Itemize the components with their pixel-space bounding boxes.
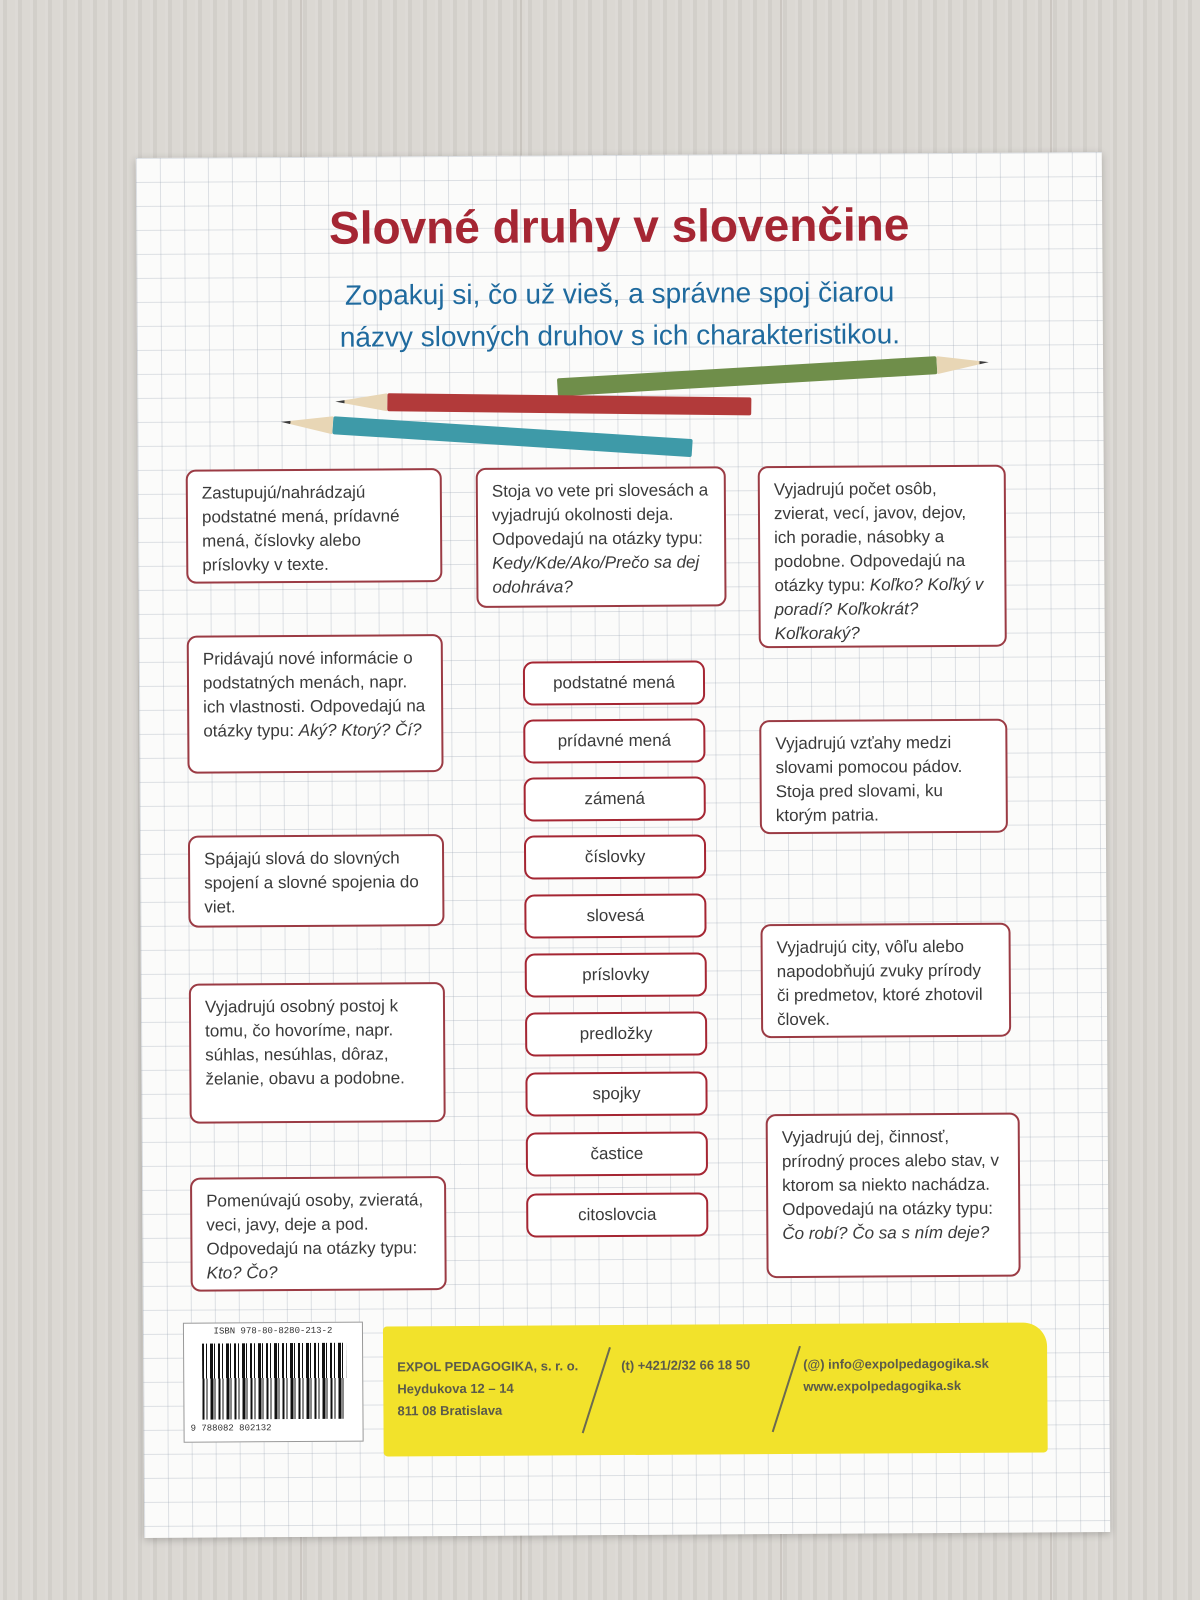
term-box[interactable]: prídavné mená [523, 718, 705, 763]
term-box[interactable]: zámená [524, 776, 706, 821]
description-card: Stoja vo vete pri slovesách a vyjadrujú okolnosti deja. Odpovedajú na otázky typu: Kedy/Kde/Ako/Prečo sa dej odohráva? [476, 466, 727, 608]
barcode-bars-icon [202, 1343, 346, 1420]
term-box[interactable]: predložky [525, 1011, 707, 1056]
description-card: Vyjadrujú dej, činnosť, prírodný proces alebo stav, v ktorom sa niekto nachádza. Odpovedajú na otázky typu: Čo robí? Čo sa s ním deje? [766, 1113, 1021, 1279]
term-box[interactable]: citoslovcia [526, 1192, 708, 1237]
description-card: Pridávajú nové informácie o podstatných menách, napr. ich vlastnosti. Odpovedajú na otázky typu: Aký? Ktorý? Čí? [187, 634, 444, 774]
description-card: Vyjadrujú osobný postoj k tomu, čo hovoríme, napr. súhlas, nesúhlas, dôraz, želanie, obavu a podobne. [189, 982, 446, 1124]
teal-pencil-icon [332, 416, 692, 457]
red-pencil-icon [387, 393, 751, 415]
page-title: Slovné druhy v slovenčine [328, 198, 910, 254]
divider [772, 1346, 801, 1432]
description-card: Vyjadrujú city, vôľu alebo napodobňujú zvuky prírody či predmetov, ktoré zhotovil človek. [760, 923, 1011, 1039]
publisher-name: EXPOL PEDAGOGIKA, s. r. o. [397, 1358, 579, 1375]
publisher-email[interactable]: (@) info@expolpedagogika.sk [803, 1355, 989, 1372]
term-box[interactable]: podstatné mená [523, 660, 705, 705]
barcode [183, 1322, 364, 1443]
instructions [137, 270, 1103, 360]
publisher-info [383, 1322, 1048, 1456]
isbn-text: ISBN 978-80-8280-213-2 [213, 1325, 333, 1337]
publisher-web[interactable]: www.expolpedagogika.sk [803, 1377, 962, 1394]
green-pencil-icon [557, 356, 937, 396]
instructions-line-1: Zopakuj si, čo už vieš, a správne spoj čiarou [344, 276, 895, 311]
instructions-line-2: názvy slovných druhov s ich charakteristikou. [339, 318, 901, 353]
term-box[interactable]: spojky [525, 1071, 707, 1116]
description-card: Zastupujú/nahrádzajú podstatné mená, prídavné mená, číslovky alebo príslovky v texte. [186, 468, 443, 584]
term-box[interactable]: príslovky [525, 952, 707, 997]
publisher-city: 811 08 Bratislava [397, 1402, 503, 1419]
publisher-phone: (t) +421/2/32 66 18 50 [621, 1357, 751, 1374]
description-card: Vyjadrujú počet osôb, zvierat, vecí, javov, dejov, ich poradie, násobky a podobne. Odpovedajú na otázky typu: Koľko? Koľký v poradí? Koľkokrát? Koľkoraký? [758, 465, 1007, 649]
term-box[interactable]: častice [526, 1131, 708, 1176]
publisher-street: Heydukova 12 – 14 [397, 1380, 514, 1397]
description-card: Spájajú slová do slovných spojení a slovné spojenia do viet. [188, 834, 445, 928]
description-card: Pomenúvajú osoby, zvieratá, veci, javy, deje a pod. Odpovedajú na otázky typu: Kto? Čo? [190, 1176, 447, 1292]
term-box[interactable]: slovesá [524, 893, 706, 938]
workbook-back-cover [136, 152, 1110, 1538]
term-box[interactable]: číslovky [524, 834, 706, 879]
divider [582, 1347, 611, 1433]
barcode-digits: 9 788082 802132 [190, 1423, 272, 1434]
description-card: Vyjadrujú vzťahy medzi slovami pomocou pádov. Stoja pred slovami, ku ktorým patria. [759, 719, 1008, 835]
